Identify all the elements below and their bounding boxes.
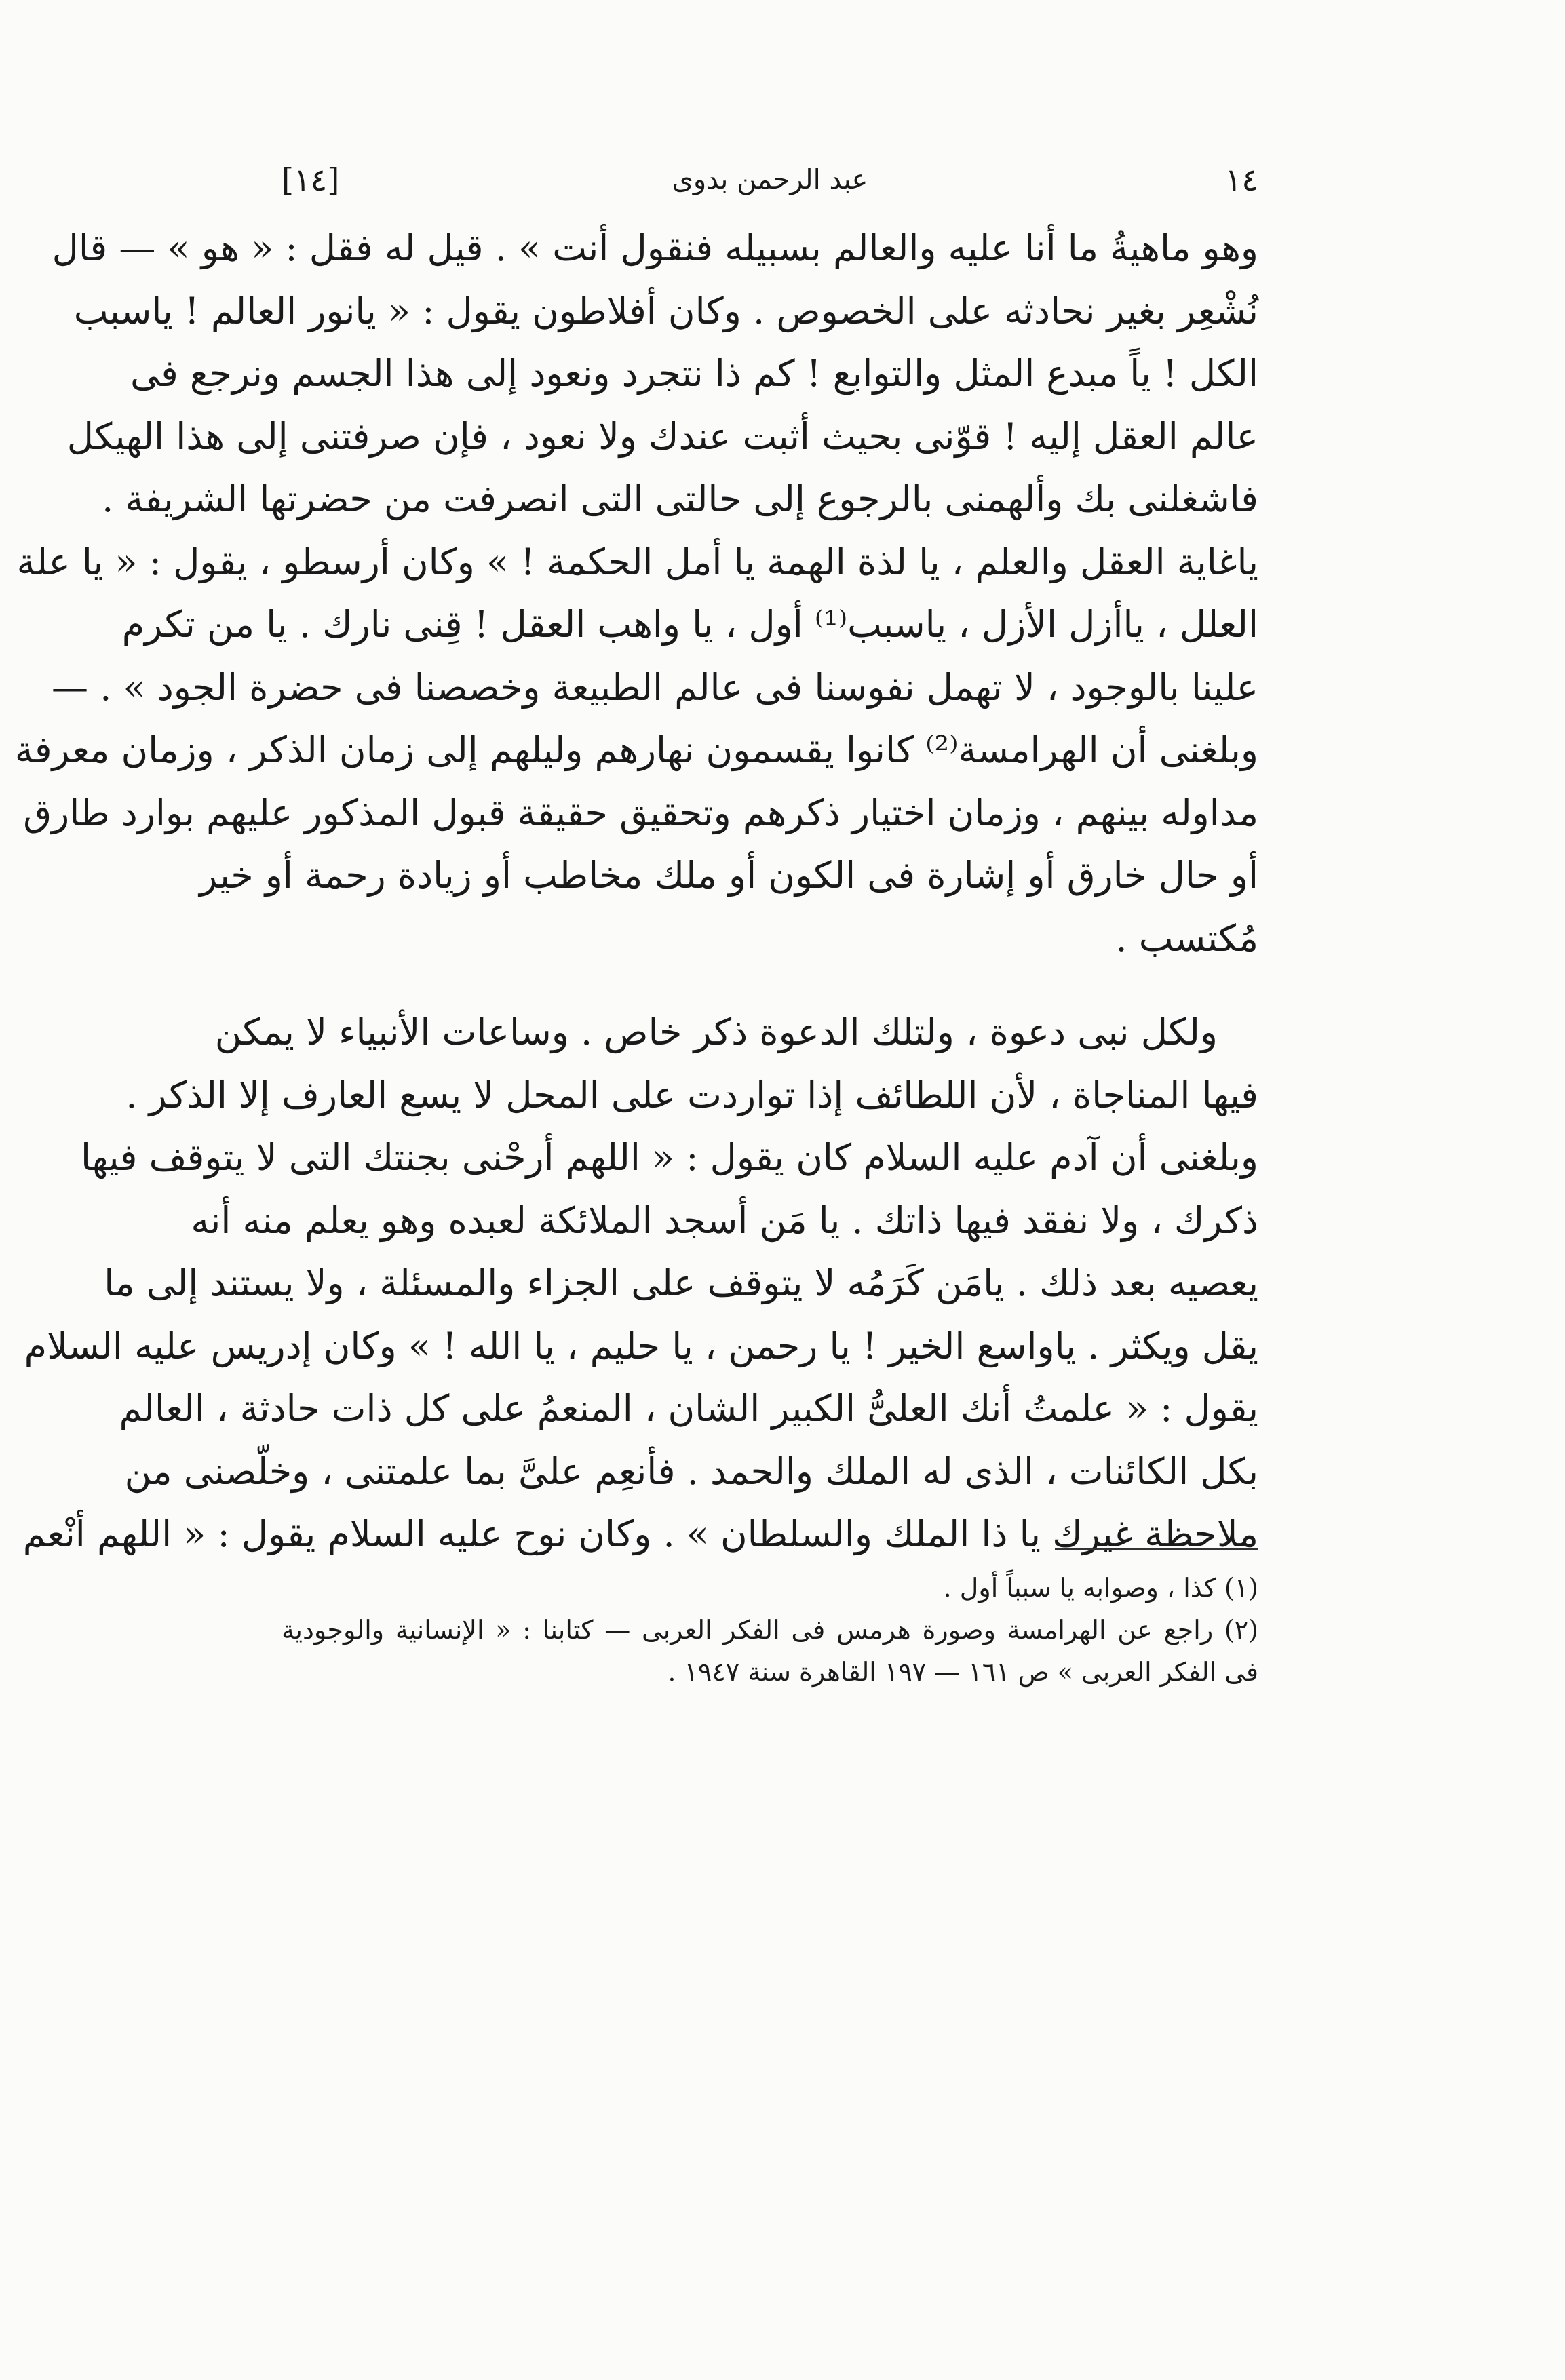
paragraph-1 [14, 217, 1258, 970]
text-line: ياغاية العقل والعلم ، يا لذة الهمة يا أمل الحكمة ! » وكان أرسطو ، يقول : « يا علة [16, 540, 1258, 583]
text-line: وهو ماهيةُ ما أنا عليه والعالم بسبيله فنقول أنت » . قيل له فقل : « هو » — قال [52, 227, 1258, 269]
bracket-page-number: [١٤] [282, 161, 340, 198]
running-head-author: عبد الرحمن بدوى [672, 164, 868, 195]
page-header [282, 146, 1258, 214]
text-line: ملاحظة غيرك يا ذا الملك والسلطان » . وكان نوح عليه السلام يقول : « اللهم أنْعم [22, 1513, 1258, 1555]
text-line: مُكتسب . [1115, 916, 1258, 960]
paragraph-2 [22, 1001, 1258, 1566]
text-line: عالم العقل إليه ! قوّنى بحيث أثبت عندك ولا نعود ، فإن صرفتنى إلى هذا الهيكل [66, 414, 1258, 458]
text-line: ذكرك ، ولا نفقد فيها ذاتك . يا مَن أسجد الملائكة لعبده وهو يعلم منه أنه [191, 1198, 1258, 1242]
text-line: فيها المناجاة ، لأن اللطائف إذا تواردت على المحل لا يسع العارف إلا الذكر . [125, 1073, 1258, 1116]
text-line: مداوله بينهم ، وزمان اختيار ذكرهم وتحقيق حقيقة قبول المذكور عليهم بوارد طارق [23, 791, 1258, 834]
text-line: بكل الكائنات ، الذى له الملك والحمد . فأنعِم علىَّ بما علمتنى ، وخلّصنى من [124, 1449, 1258, 1493]
text-line: فاشغلنى بك وألهمنى بالرجوع إلى حالتى التى انصرفت من حضرتها الشريفة . [102, 477, 1258, 520]
text-line: وبلغنى أن آدم عليه السلام كان يقول : « اللهم أرحْنى بجنتك التى لا يتوقف فيها [81, 1136, 1258, 1179]
text-line: يقل ويكثر . ياواسع الخير ! يا رحمن ، يا حليم ، يا الله ! » وكان إدريس عليه السلام [24, 1324, 1258, 1367]
text-line: الكل ! ياً مبدع المثل والتوابع ! كم ذا نتجرد ونعود إلى هذا الجسم ونرجع فى [130, 352, 1258, 395]
page-number: ١٤ [1224, 161, 1258, 198]
footnotes [282, 1567, 1258, 1693]
body-text [14, 217, 1258, 1566]
footnote-2-continued: فى الفكر العربى » ص ١٦١ — ١٩٧ القاهرة سنة ١٩٤٧ . [668, 1657, 1258, 1687]
footnote-2: (٢) راجع عن الهرامسة وصورة هرمس فى الفكر العربى — كتابنا : « الإنسانية والوجودية [282, 1615, 1258, 1645]
text-line: ولكل نبى دعوة ، ولتلك الدعوة ذكر خاص . وساعات الأنبياء لا يمكن [214, 1011, 1218, 1053]
text-line: أو حال خارق أو إشارة فى الكون أو ملك مخاطب أو زيادة رحمة أو خير [199, 854, 1258, 897]
text-line: العلل ، ياأزل الأزل ، ياسبب⁽¹⁾ أول ، يا واهب العقل ! قِنى نارك . يا من تكرم [121, 603, 1258, 646]
text-line: نُشْعِر بغير نحادثه على الخصوص . وكان أفلاطون يقول : « يانور العالم ! ياسبب [73, 289, 1258, 332]
text-line: يعصيه بعد ذلك . يامَن كَرَمُه لا يتوقف على الجزاء والمسئلة ، ولا يستند إلى ما [104, 1262, 1258, 1304]
text-line: وبلغنى أن الهرامسة⁽²⁾ كانوا يقسمون نهارهم وليلهم إلى زمان الذكر ، وزمان معرفة [14, 728, 1258, 771]
footnote-1: (١) كذا ، وصوابه يا سبباً أول . [943, 1573, 1258, 1603]
footnote-divider [1055, 1548, 1258, 1550]
paragraph-gap [282, 970, 1258, 1001]
text-line: يقول : « علمتُ أنك العلىُّ الكبير الشان ، المنعمُ على كل ذات حادثة ، العالم [119, 1387, 1258, 1430]
text-line: علينا بالوجود ، لا تهمل نفوسنا فى عالم الطبيعة وخصصنا فى حضرة الجود » . — [52, 665, 1258, 709]
